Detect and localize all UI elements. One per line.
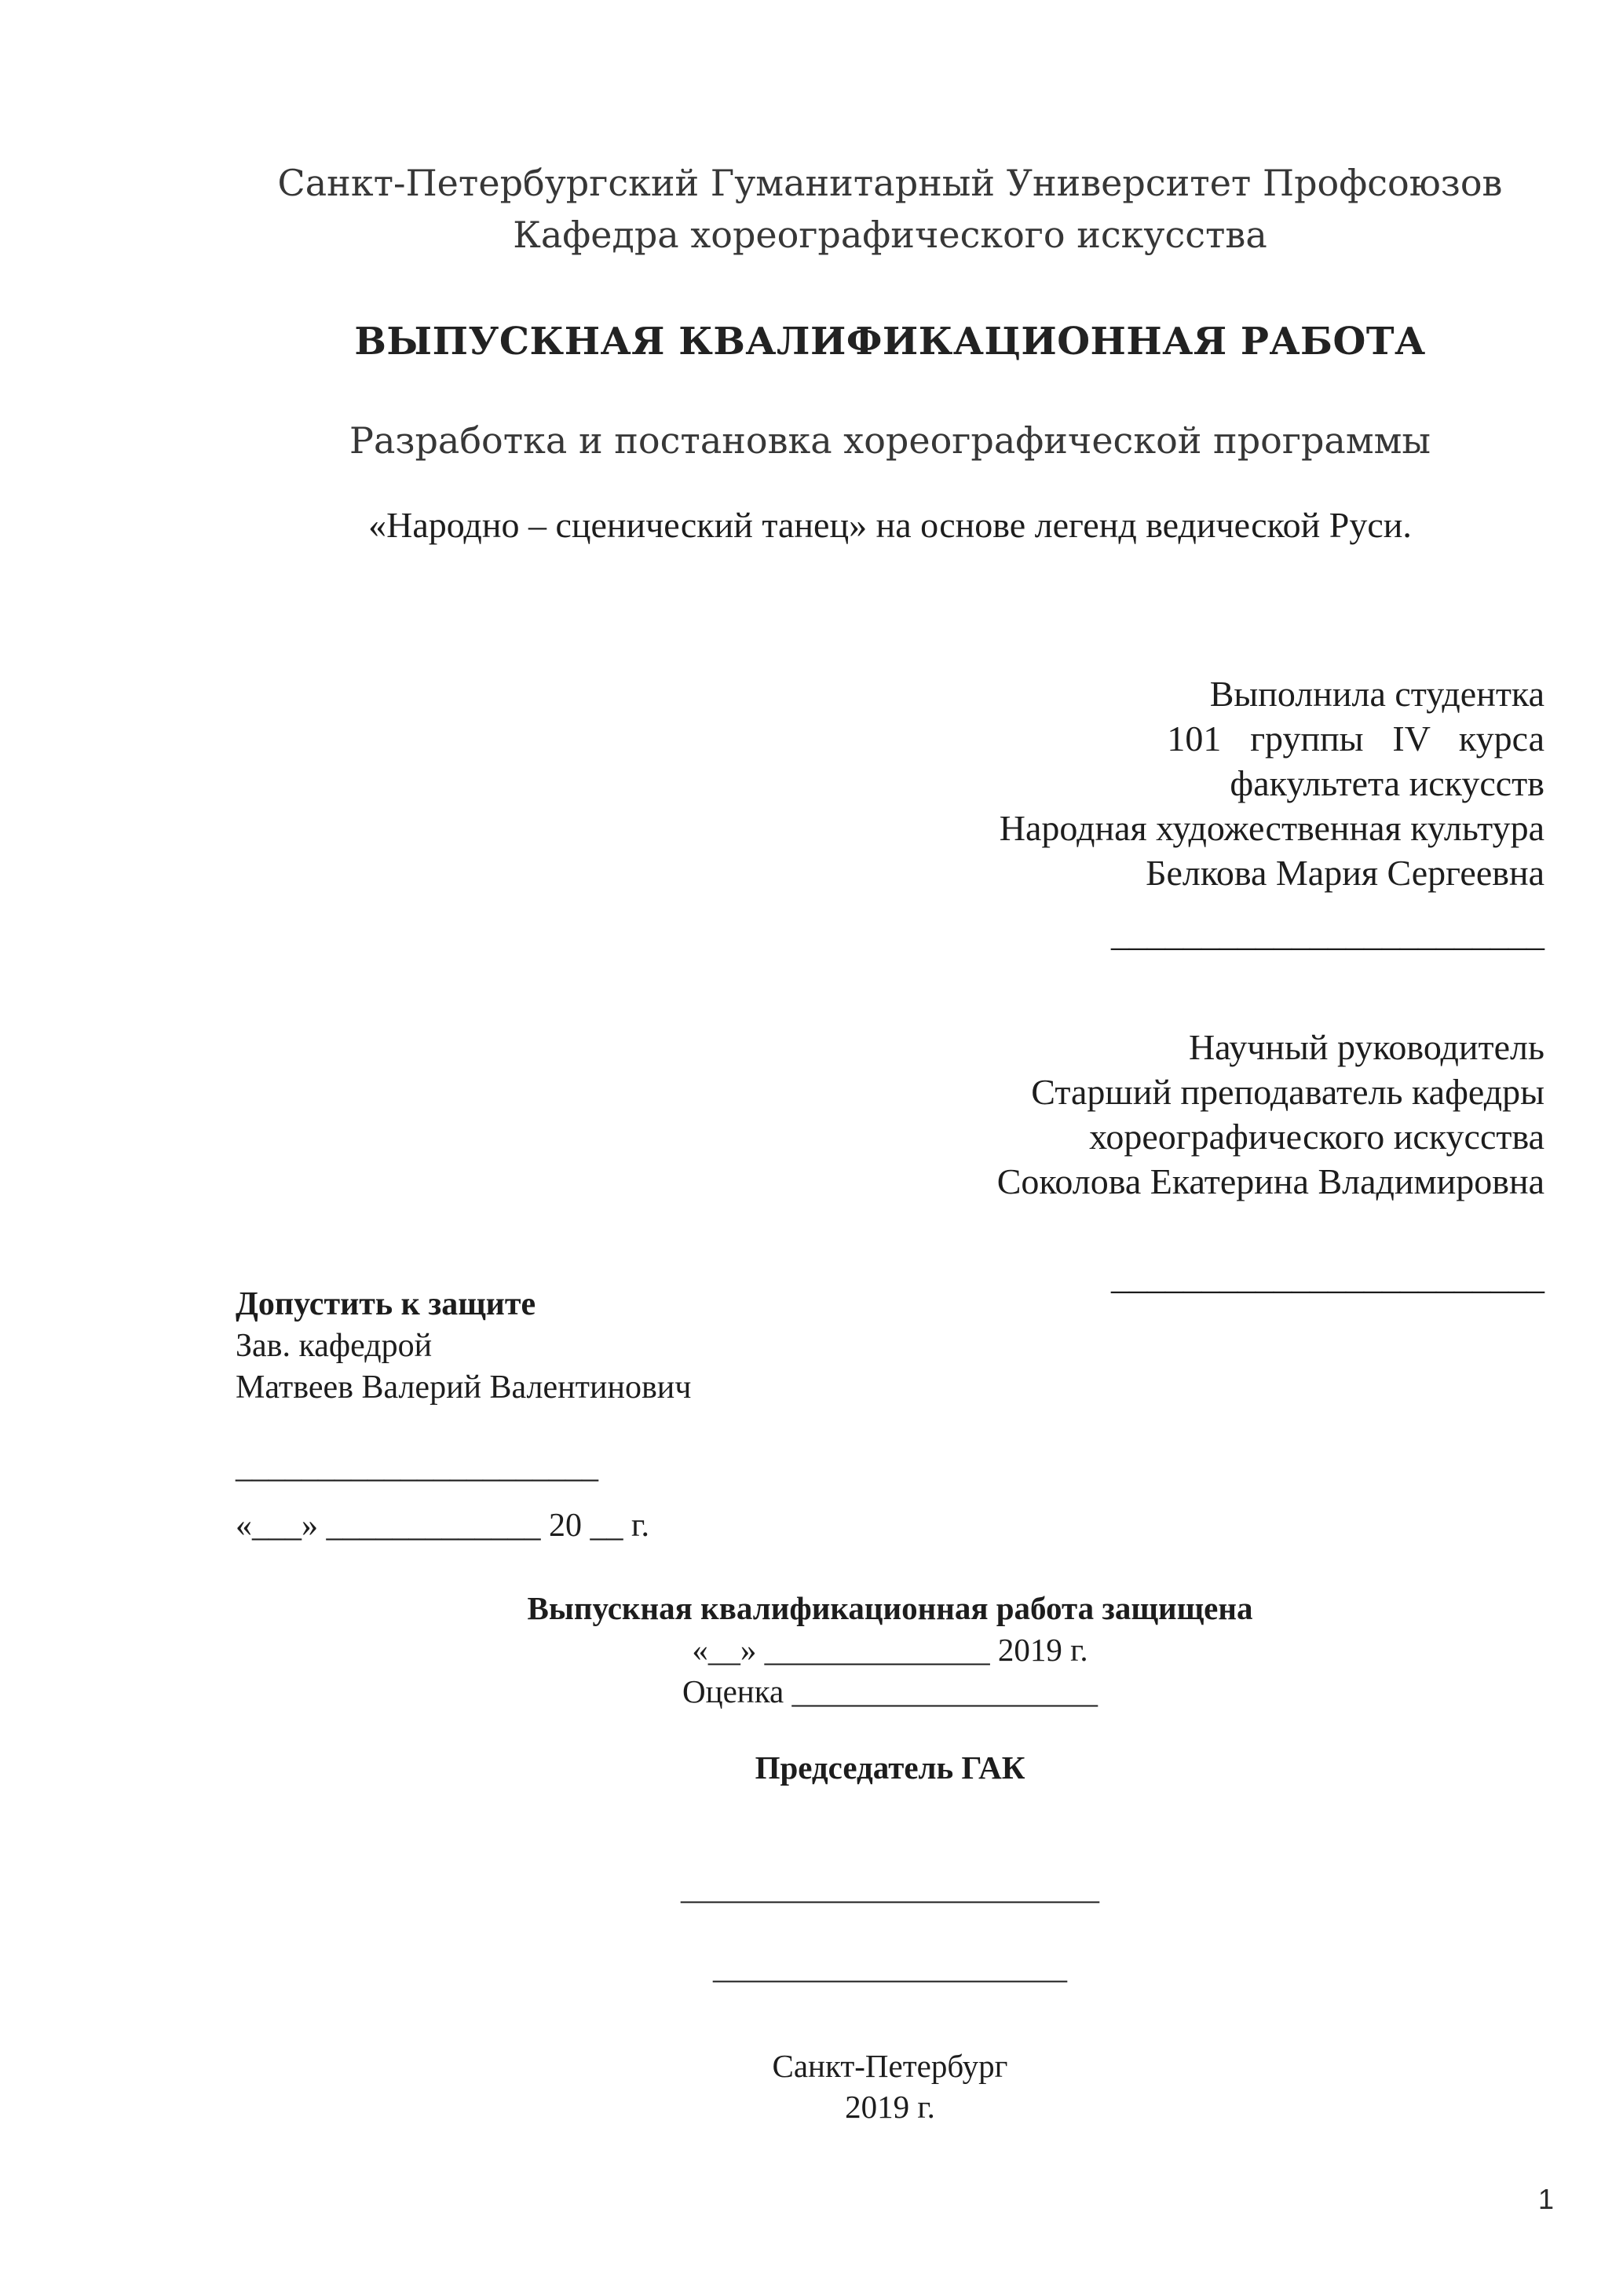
student-group-line: 101 группы IV курса bbox=[1167, 718, 1544, 759]
work-title-quote: «Народно – сценический танец» на основе легенд ведической Руси. bbox=[368, 505, 1412, 545]
advisor-name: Соколова Екатерина Владимировна bbox=[996, 1161, 1544, 1201]
admission-heading: Допустить к защите bbox=[236, 1286, 536, 1322]
student-block bbox=[236, 671, 1544, 956]
advisor-role-line: Научный руководитель bbox=[1188, 1027, 1544, 1067]
student-signature-line: ________________________ bbox=[1111, 913, 1544, 953]
student-faculty-line: факультета искусств bbox=[1230, 763, 1544, 803]
admission-block bbox=[236, 1284, 1544, 1547]
advisor-title-line2: хореографического искусства bbox=[1089, 1117, 1544, 1157]
defense-block bbox=[236, 1588, 1544, 1988]
defense-date-line: «__» ______________ 2019 г. bbox=[692, 1632, 1088, 1668]
defense-heading: Выпускная квалификационная работа защищена bbox=[527, 1590, 1253, 1626]
advisor-signature-line: ________________________ bbox=[1111, 1256, 1544, 1296]
department-head-title: Зав. кафедрой bbox=[236, 1328, 433, 1364]
student-role-line: Выполнила студентка bbox=[1209, 674, 1544, 714]
year-line: 2019 г. bbox=[845, 2089, 935, 2125]
chair-signature-line1: __________________________ bbox=[681, 1870, 1099, 1906]
document-type-title: ВЫПУСКНАЯ КВАЛИФИКАЦИОННАЯ РАБОТА bbox=[354, 320, 1426, 364]
header-block bbox=[236, 157, 1544, 261]
city-line: Санкт-Петербург bbox=[772, 2048, 1008, 2084]
department-head-name: Матвеев Валерий Валентинович bbox=[236, 1369, 692, 1406]
committee-chair-title: Председатель ГАК bbox=[755, 1749, 1025, 1786]
defense-grade-line: Оценка ___________________ bbox=[682, 1673, 1098, 1709]
footer-block bbox=[236, 2046, 1544, 2127]
admission-date-line: «___» _____________ 20 __ г. bbox=[236, 1508, 649, 1544]
student-program-line: Народная художественная культура bbox=[999, 808, 1544, 848]
chair-signature-line2: ______________________ bbox=[713, 1949, 1067, 1985]
advisor-title-line1: Старший преподаватель кафедры bbox=[1031, 1072, 1544, 1112]
page-number: 1 bbox=[1537, 2183, 1554, 2215]
department-name: Кафедра хореографического искусства bbox=[513, 214, 1267, 256]
admission-signature-line: ______________________ bbox=[236, 1449, 598, 1485]
work-subtitle: Разработка и постановка хореографической программы bbox=[349, 419, 1431, 462]
university-name: Санкт-Петербургский Гуманитарный Университет Профсоюзов bbox=[277, 162, 1503, 204]
advisor-block bbox=[236, 1025, 1544, 1299]
student-name: Белкова Мария Сергеевна bbox=[1146, 853, 1544, 893]
